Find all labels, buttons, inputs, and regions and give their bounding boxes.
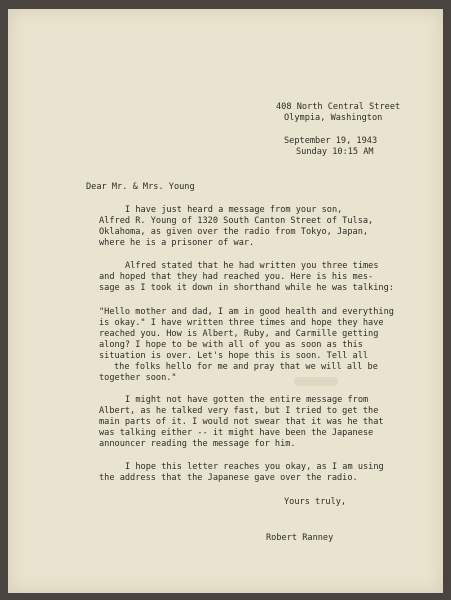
paragraph-2-line-1: Alfred stated that he had written you three times: [125, 261, 379, 271]
quote-line-3: reached you. How is Albert, Ruby, and Carmille getting: [99, 329, 379, 339]
letter-page: [8, 9, 443, 593]
paragraph-1-line-3: Oklahoma, as given over the radio from Tokyo, Japan,: [99, 227, 369, 237]
paragraph-3-line-2: Albert, as he talked very fast, but I tried to get the: [99, 406, 379, 416]
paragraph-2-line-2: and hoped that they had reached you. Here is his mes-: [99, 272, 374, 282]
address-line-1: 408 North Central Street: [276, 102, 401, 112]
paragraph-1-line-4: where he is a prisoner of war.: [99, 238, 255, 248]
time-line: Sunday 10:15 AM: [296, 147, 374, 157]
paragraph-1-line-1: I have just heard a message from your son,: [125, 205, 343, 215]
faint-mark: [294, 377, 338, 386]
paragraph-4-line-2: the address that the Japanese gave over the radio.: [99, 473, 358, 483]
paragraph-3-line-3: main parts of it. I would not swear that it was he that: [99, 417, 384, 427]
quote-line-1: "Hello mother and dad, I am in good health and everything: [99, 307, 394, 317]
signature-name: Robert Ranney: [266, 533, 334, 543]
date-line: September 19, 1943: [284, 136, 378, 146]
paragraph-3-line-5: announcer reading the message for him.: [99, 439, 296, 449]
quote-line-5: situation is over. Let's hope this is soon. Tell all: [99, 351, 369, 361]
quote-line-7: together soon.": [99, 373, 177, 383]
quote-line-2: is okay." I have written three times and hope they have: [99, 318, 384, 328]
closing: Yours truly,: [284, 497, 347, 507]
address-line-2: Olympia, Washington: [284, 113, 383, 123]
paragraph-1-line-2: Alfred R. Young of 1320 South Canton Street of Tulsa,: [99, 216, 374, 226]
paragraph-3-line-4: was talking either -- it might have been the Japanese: [99, 428, 374, 438]
paragraph-3-line-1: I might not have gotten the entire message from: [125, 395, 369, 405]
quote-line-4: along? I hope to be with all of you as soon as this: [99, 340, 363, 350]
paragraph-4-line-1: I hope this letter reaches you okay, as I am using: [125, 462, 384, 472]
salutation: Dear Mr. & Mrs. Young: [86, 182, 195, 192]
paragraph-2-line-3: sage as I took it down in shorthand while he was talking:: [99, 283, 394, 293]
quote-line-6: the folks hello for me and pray that we will all be: [114, 362, 378, 372]
